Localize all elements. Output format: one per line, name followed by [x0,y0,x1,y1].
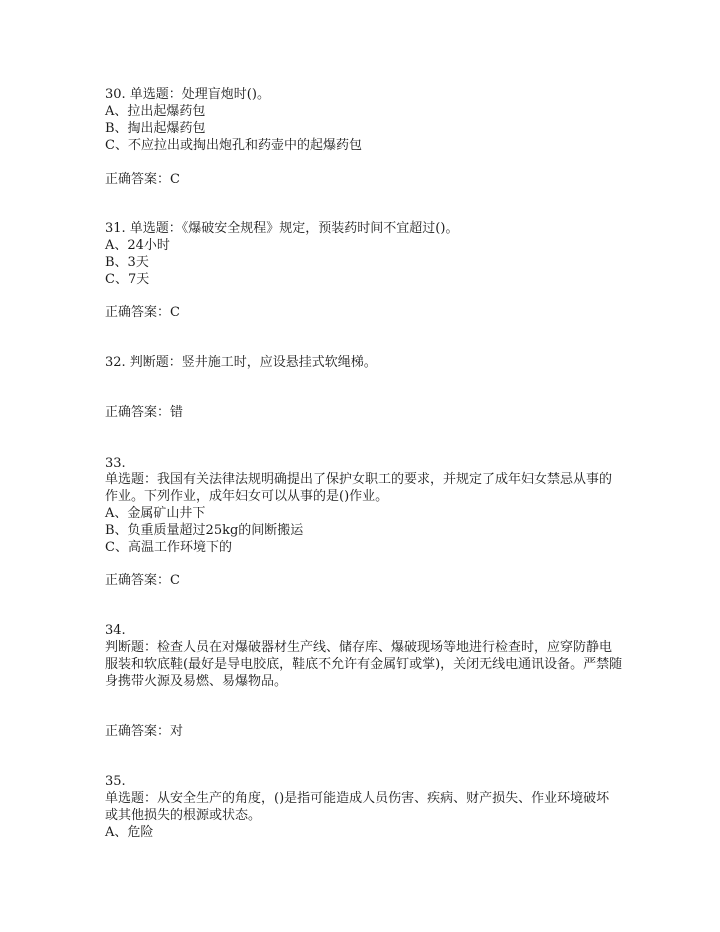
question-34-body-line-1: 判断题：检查人员在对爆破器材生产线、储存库、爆破现场等地进行检查时，应穿防静电 [105,640,613,655]
question-33-answer: 正确答案：C [105,573,180,588]
question-34-body-line-3: 身携带火源及易燃、易爆物品。 [105,674,288,689]
question-32-header: 32. 判断题：竖井施工时，应设悬挂式软绳梯。 [105,355,377,370]
question-35-number: 35. [105,774,126,789]
question-31-option-a: A、24小时 [105,238,170,253]
question-31-answer: 正确答案：C [105,305,180,320]
question-30-answer: 正确答案：C [105,172,180,187]
question-34-answer: 正确答案：对 [105,724,184,739]
question-35-body-line-1: 单选题：从安全生产的角度，()是指可能造成人员伤害、疾病、财产损失、作业环境破坏 [105,791,610,806]
question-30-option-a: A、拉出起爆药包 [105,104,206,119]
question-35-body-line-2: 或其他损失的根源或状态。 [105,808,262,823]
question-31-header: 31. 单选题：《爆破安全规程》规定，预装药时间不宜超过()。 [105,221,459,236]
question-30-header: 30. 单选题：处理盲炮时()。 [105,87,270,102]
question-31-option-b: B、3天 [105,255,149,270]
question-34-body-line-2: 服装和软底鞋(最好是导电胶底，鞋底不允许有金属钉或掌)，关闭无线电通讯设备。严禁随 [105,657,623,672]
question-34-number: 34. [105,623,126,638]
question-33-option-c: C、高温工作环境下的 [105,540,232,555]
question-33-option-b: B、负重质量超过25kg的间断搬运 [105,523,304,538]
question-33-body-line-2: 作业。下列作业，成年妇女可以从事的是()作业。 [105,489,389,504]
question-31-option-c: C、7天 [105,272,150,287]
question-33-number: 33. [105,456,126,471]
question-33-option-a: A、金属矿山井下 [105,506,206,521]
question-30-option-c: C、不应拉出或掏出炮孔和药壶中的起爆药包 [105,138,362,153]
question-30-option-b: B、掏出起爆药包 [105,121,206,136]
question-32-answer: 正确答案：错 [105,405,184,420]
question-33-body-line-1: 单选题：我国有关法律法规明确提出了保护女职工的要求，并规定了成年妇女禁忌从事的 [105,472,613,487]
question-35-option-a: A、危险 [105,825,154,840]
